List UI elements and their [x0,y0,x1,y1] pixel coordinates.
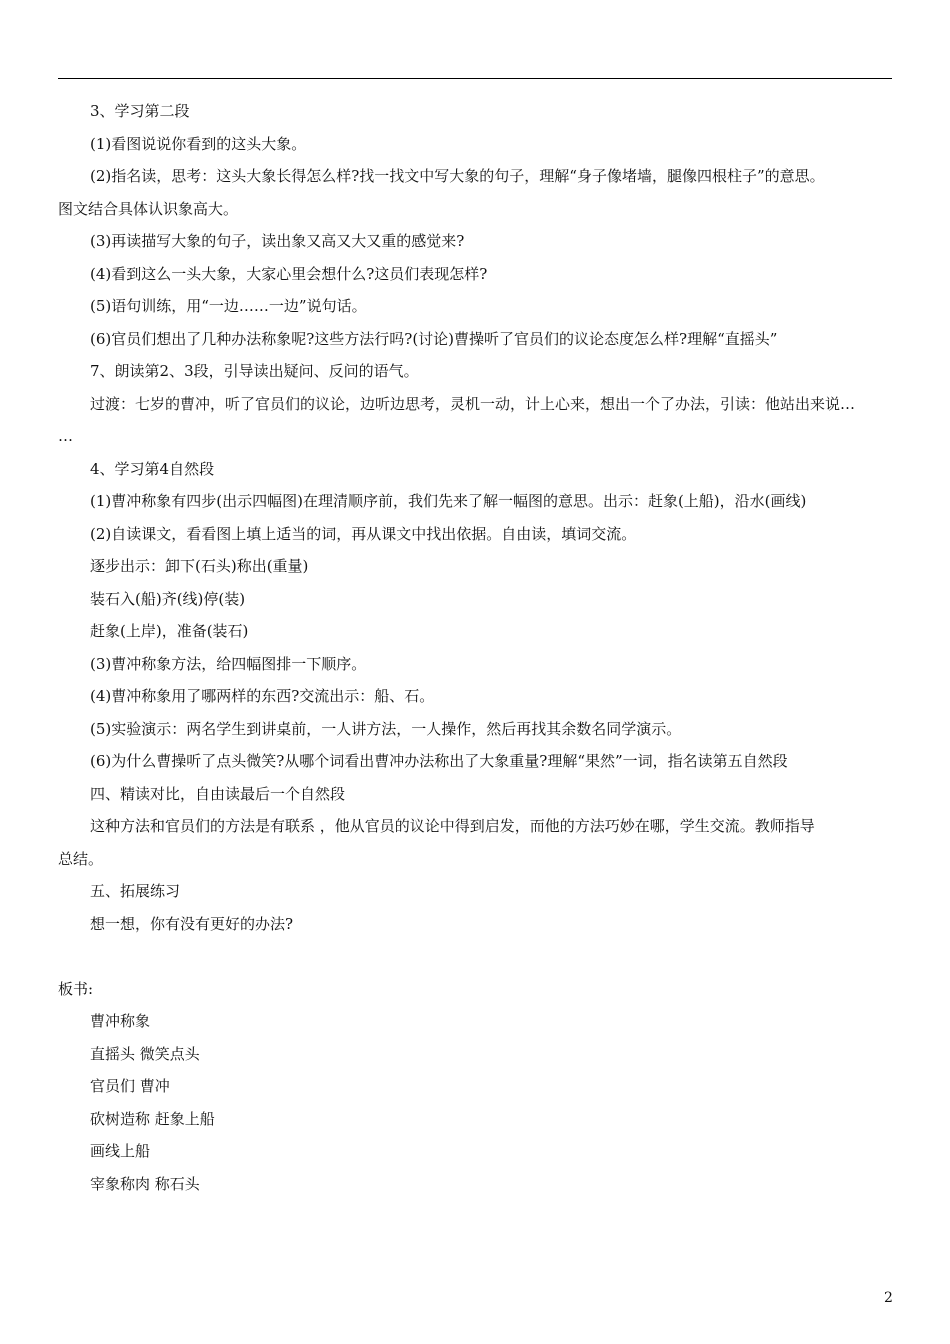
paragraph-line: (4)看到这么一头大象，大家心里会想什么?这员们表现怎样? [90,264,488,283]
paragraph-line: (1)看图说说你看到的这头大象。 [90,134,307,153]
paragraph-line: 逐步出示：卸下(石头)称出(重量) [90,557,309,575]
paragraph-line-continued: 总结。 [58,849,104,868]
page-number: 2 [884,1290,893,1306]
paragraph-line: (3)再读描写大象的句子，读出象又高又大又重的感觉来? [90,232,465,250]
paragraph-line: 赶象(上岸)，准备(装石) [90,622,249,640]
section-heading: 四、精读对比，自由读最后一个自然段 [90,784,346,803]
blackboard-title: 板书: [58,979,94,998]
paragraph-line: (5)语句训练，用“一边……一边”说句话。 [90,297,367,315]
paragraph-line: (4)曹冲称象用了哪两样的东西?交流出示：船、石。 [90,687,435,705]
paragraph-line-continued: 图文结合具体认识象高大。 [58,199,239,218]
paragraph-line: (6)为什么曹操听了点头微笑?从哪个词看出曹冲办法称出了大象重量?理解“果然”一词，指名读第五自然段 [90,752,788,770]
paragraph-line: (3)曹冲称象方法，给四幅图排一下顺序。 [90,654,367,673]
paragraph-line: (6)官员们想出了几种办法称象呢?这些方法行吗?(讨论)曹操听了官员们的议论态度怎么样?理解“直摇头” [90,329,778,348]
paragraph-line: 想一想，你有没有更好的办法? [90,914,294,933]
paragraph-line: (1)曹冲称象有四步(出示四幅图)在理清顺序前，我们先来了解一幅图的意思。出示：赶象(上船)，沿水(画线) [90,492,807,510]
paragraph-line-continued: … [58,427,73,445]
blackboard-line: 曹冲称象 [90,1012,151,1030]
section-heading: 五、拓展练习 [90,882,181,900]
paragraph-line: 7、朗读第2、3段，引导读出疑问、反问的语气。 [90,362,419,380]
blackboard-line: 画线上船 [90,1142,151,1160]
header-rule [58,78,892,79]
paragraph-line: 这种方法和官员们的方法是有联系 ，他从官员的议论中得到启发，而他的方法巧妙在哪，学生交流。教师指导 [90,817,815,835]
section-heading: 3、学习第二段 [90,102,190,120]
blackboard-line: 宰象称肉 称石头 [90,1174,200,1193]
section-heading: 4、学习第4自然段 [90,459,215,478]
blank-line [58,940,892,973]
document-body [58,95,892,1200]
blackboard-line: 官员们 曹冲 [90,1077,170,1095]
paragraph-line: (5)实验演示：两名学生到讲桌前，一人讲方法，一人操作，然后再找其余数名同学演示。 [90,719,682,738]
blackboard-line: 直摇头 微笑点头 [90,1044,200,1063]
paragraph-line: (2)自读课文，看看图上填上适当的词，再从课文中找出依据。自由读，填词交流。 [90,524,637,543]
paragraph-line: 过渡：七岁的曹冲，听了官员们的议论，边听边思考，灵机一动，计上心来，想出一个了办法，引读：他站出来说… [90,394,856,413]
paragraph-line: 装石入(船)齐(线)停(装) [90,589,246,608]
paragraph-line: (2)指名读，思考：这头大象长得怎么样?找一找文中写大象的句子，理解“身子像堵墙，腿像四根柱子”的意思。 [90,167,825,185]
blackboard-line: 砍树造称 赶象上船 [90,1109,215,1128]
